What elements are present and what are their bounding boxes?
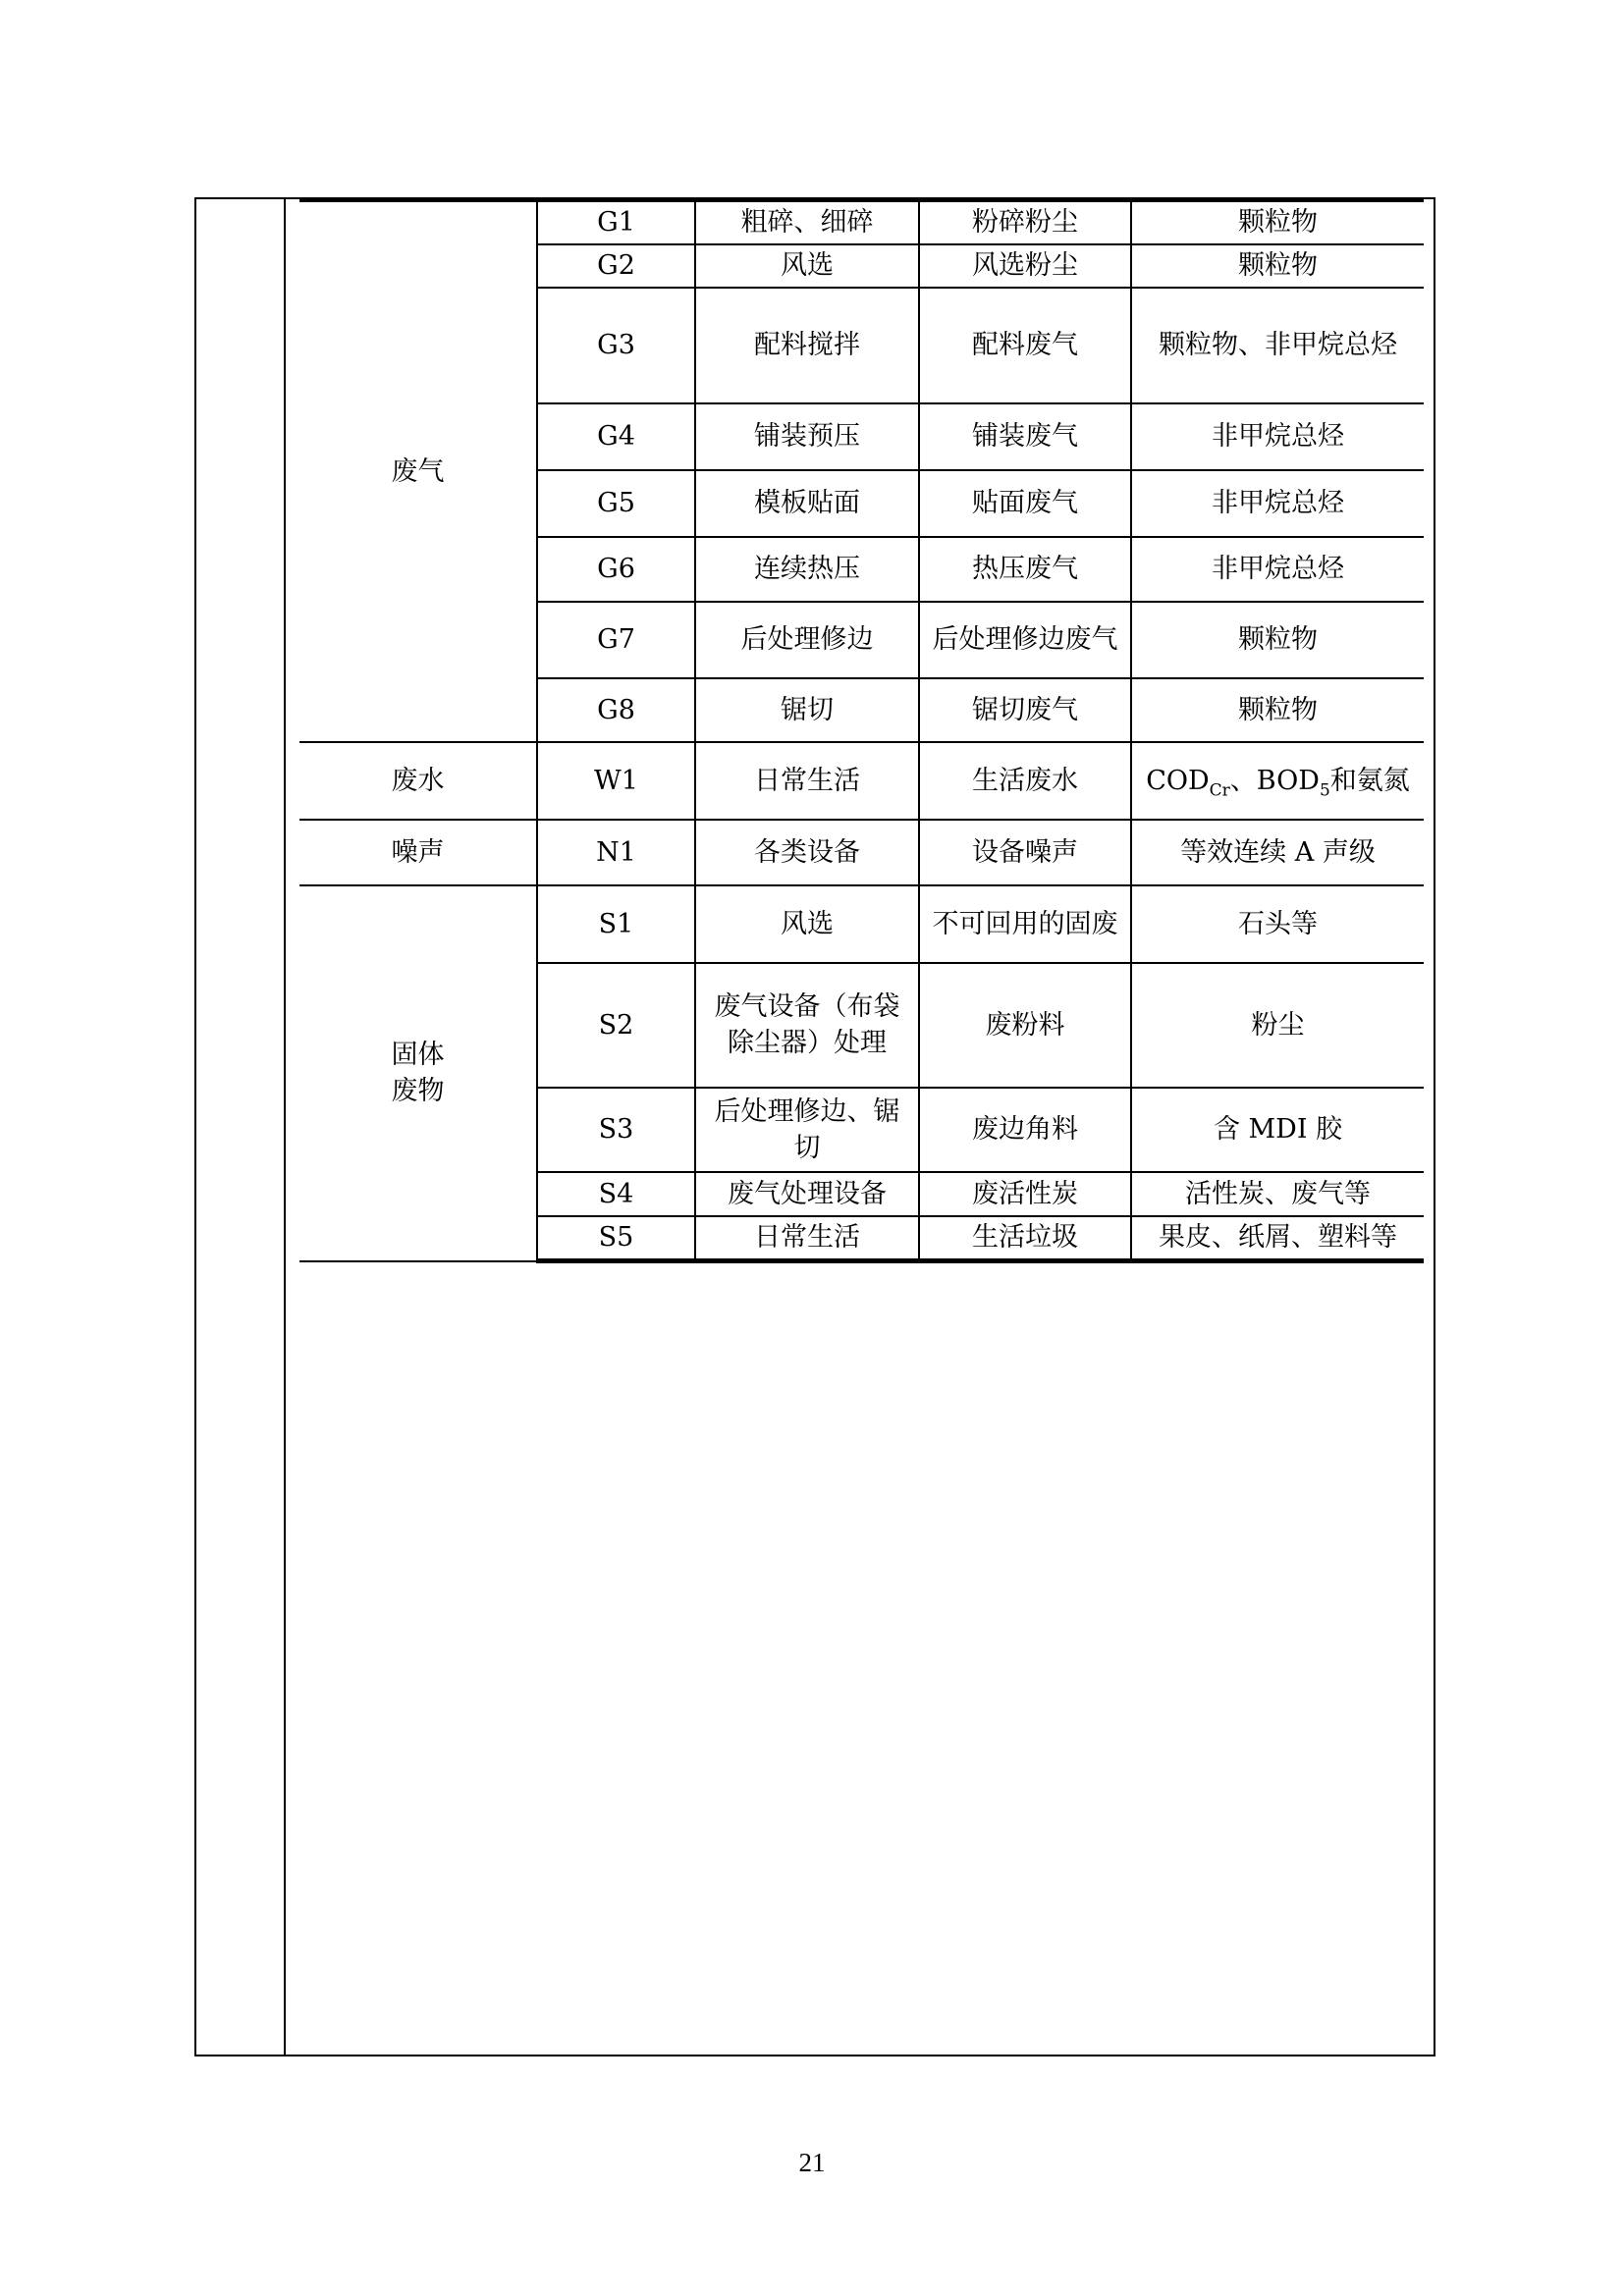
code-cell: G8 (537, 678, 695, 742)
code-cell: S3 (537, 1088, 695, 1172)
factor-cell: 颗粒物 (1131, 602, 1424, 678)
factor-cell: 颗粒物 (1131, 200, 1424, 244)
table-row (299, 200, 1424, 244)
pollutant-table (299, 197, 1424, 1263)
category-waste-water: 废水 (299, 742, 537, 820)
source-cell: 废边角料 (919, 1088, 1131, 1172)
process-cell: 风选 (695, 885, 919, 963)
process-cell: 铺装预压 (695, 403, 919, 470)
factor-cell: 颗粒物、非甲烷总烃 (1131, 288, 1424, 403)
page-number: 21 (798, 2148, 826, 2177)
process-cell: 粗碎、细碎 (695, 200, 919, 244)
factor-cell: 非甲烷总烃 (1131, 537, 1424, 602)
process-cell: 废气处理设备 (695, 1172, 919, 1216)
code-cell: G1 (537, 200, 695, 244)
source-cell: 粉碎粉尘 (919, 200, 1131, 244)
source-cell: 生活垃圾 (919, 1216, 1131, 1261)
category-noise: 噪声 (299, 820, 537, 885)
source-cell: 废活性炭 (919, 1172, 1131, 1216)
source-cell: 设备噪声 (919, 820, 1131, 885)
factor-cell: 等效连续 A 声级 (1131, 820, 1424, 885)
table-row (299, 742, 1424, 820)
process-cell: 日常生活 (695, 1216, 919, 1261)
factor-cell: 活性炭、废气等 (1131, 1172, 1424, 1216)
frame-column-divider (284, 197, 286, 2056)
code-cell: S4 (537, 1172, 695, 1216)
factor-cell: 非甲烷总烃 (1131, 470, 1424, 537)
code-cell: G3 (537, 288, 695, 403)
code-cell: G4 (537, 403, 695, 470)
source-cell: 不可回用的固废 (919, 885, 1131, 963)
process-cell: 废气设备（布袋除尘器）处理 (695, 963, 919, 1088)
category-solid-waste (299, 885, 537, 1261)
process-cell: 日常生活 (695, 742, 919, 820)
process-cell: 模板贴面 (695, 470, 919, 537)
process-cell: 后处理修边 (695, 602, 919, 678)
code-cell: S1 (537, 885, 695, 963)
factor-cell: 果皮、纸屑、塑料等 (1131, 1216, 1424, 1261)
table-row (299, 885, 1424, 963)
process-cell: 连续热压 (695, 537, 919, 602)
source-cell: 锯切废气 (919, 678, 1131, 742)
process-cell: 配料搅拌 (695, 288, 919, 403)
factor-cell: 颗粒物 (1131, 244, 1424, 288)
factor-cell: 颗粒物 (1131, 678, 1424, 742)
factor-cell: 粉尘 (1131, 963, 1424, 1088)
code-cell: N1 (537, 820, 695, 885)
source-cell: 生活废水 (919, 742, 1131, 820)
code-cell: G7 (537, 602, 695, 678)
category-solid-waste-line1: 固体 (391, 1040, 445, 1070)
factor-cell: 石头等 (1131, 885, 1424, 963)
code-cell: G5 (537, 470, 695, 537)
source-cell: 废粉料 (919, 963, 1131, 1088)
factor-cell: $COD_{Cr}$、$BOD_5$和氨氮 (1131, 742, 1424, 820)
source-cell: 贴面废气 (919, 470, 1131, 537)
process-cell: 锯切 (695, 678, 919, 742)
process-cell: 后处理修边、锯切 (695, 1088, 919, 1172)
factor-cell: 非甲烷总烃 (1131, 403, 1424, 470)
factor-cell: 含 MDI 胶 (1131, 1088, 1424, 1172)
process-cell: 各类设备 (695, 820, 919, 885)
category-waste-gas: 废气 (299, 200, 537, 742)
source-cell: 配料废气 (919, 288, 1131, 403)
code-cell: W1 (537, 742, 695, 820)
source-cell: 后处理修边废气 (919, 602, 1131, 678)
code-cell: S2 (537, 963, 695, 1088)
code-cell: G6 (537, 537, 695, 602)
source-cell: 铺装废气 (919, 403, 1131, 470)
table-row (299, 820, 1424, 885)
category-solid-waste-line2: 废物 (391, 1076, 445, 1106)
source-cell: 风选粉尘 (919, 244, 1131, 288)
code-cell: G2 (537, 244, 695, 288)
code-cell: S5 (537, 1216, 695, 1261)
source-cell: 热压废气 (919, 537, 1131, 602)
process-cell: 风选 (695, 244, 919, 288)
